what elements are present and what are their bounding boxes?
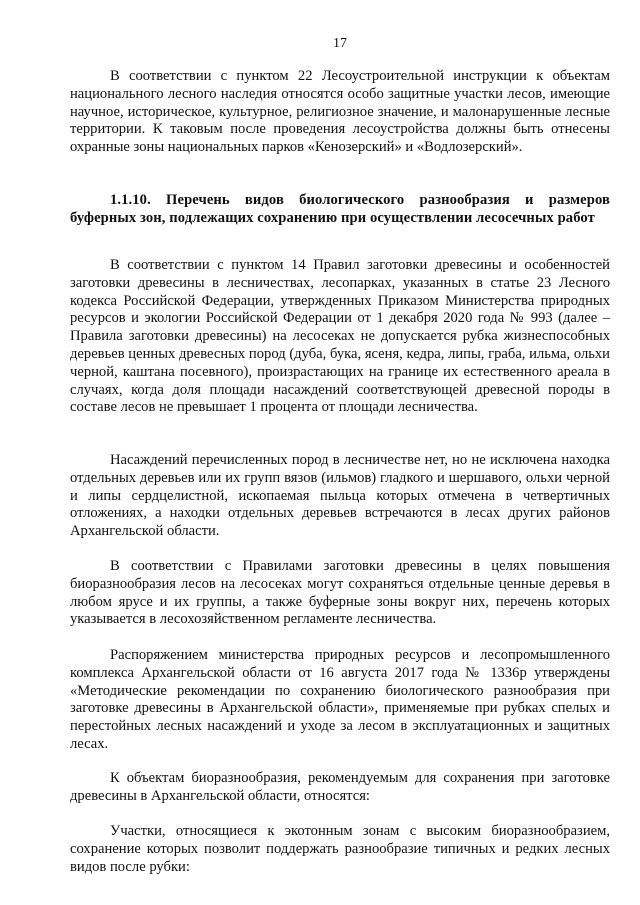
paragraph-absent-species: Насаждений перечисленных пород в лесничестве нет, но не исключена находка отдельных деревьев или их групп вязов (ильмов) гладкого и шершавого, ольхи черной и липы сердцелистной, ископаемая пыльца которых отмечена в четвертичных отложениях, а находки отдельных деревьев встречаются в лесах других районов Архангельской области. [70,452,610,540]
paragraph-biodiversity-objects: К объектам биоразнообразия, рекомендуемым для сохранения при заготовке древесины в Архангельской области, относятся: [70,770,610,804]
paragraph-harvesting-rules: В соответствии с пунктом 14 Правил заготовки древесины и особенностей заготовки древесины в лесничествах, лесопарках, указанных в статье 23 Лесного кодекса Российской Федерации, утвержденных Приказом Министерства природных ресурсов и экологии Российской Федерации от 1 декабря 2020 года № 993 (далее – Правила заготовки древесины) на лесосеках не допускается рубка жизнеспособных деревьев ценных древесных пород (дуба, бука, ясеня, кедра, липы, граба, ильма, ольхи черной, каштана посевного), произрастающих на границе их естественного ареала в случаях, когда доля площади насаждений соответствующей древесной породы в составе лесов не превышает 1 процента от площади лесничества. [70,257,610,416]
paragraph-ecotone-zones: Участки, относящиеся к экотонным зонам с высоким биоразнообразием, сохранение которых позволит поддержать разнообразие типичных и редких лесных видов после рубки: [70,823,610,875]
paragraph-ministry-order: Распоряжением министерства природных ресурсов и лесопромышленного комплекса Архангельской области от 16 августа 2017 года № 1336р утверждены «Методические рекомендации по сохранению биологического разнообразия при заготовке древесины в Архангельской области», применяемые при рубках спелых и перестойных лесных насаждений и уходе за лесом в эксплуатационных и защитных лесах. [70,647,610,752]
paragraph-valuable-trees: В соответствии с Правилами заготовки древесины в целях повышения биоразнообразия лесов на лесосеках могут сохраняться отдельные ценные деревья в любом ярусе и их группы, а также буферные зоны вокруг них, перечень которых указывается в лесохозяйственном регламенте лесничества. [70,558,610,628]
section-heading-biodiversity: 1.1.10. Перечень видов биологического разнообразия и размеров буферных зон, подлежащих сохранению при осуществлении лесосечных работ [70,192,610,226]
page-number: 17 [333,36,347,51]
paragraph-forest-heritage: В соответствии с пунктом 22 Лесоустроительной инструкции к объектам национального лесного наследия относятся особо защитные участки лесов, имеющие научное, историческое, культурное, религиозное значение, и малонарушенные лесные территории. К таковым после проведения лесоустройства должны быть отнесены охранные зоны национальных парков «Кенозерский» и «Водлозерский». [70,68,610,156]
